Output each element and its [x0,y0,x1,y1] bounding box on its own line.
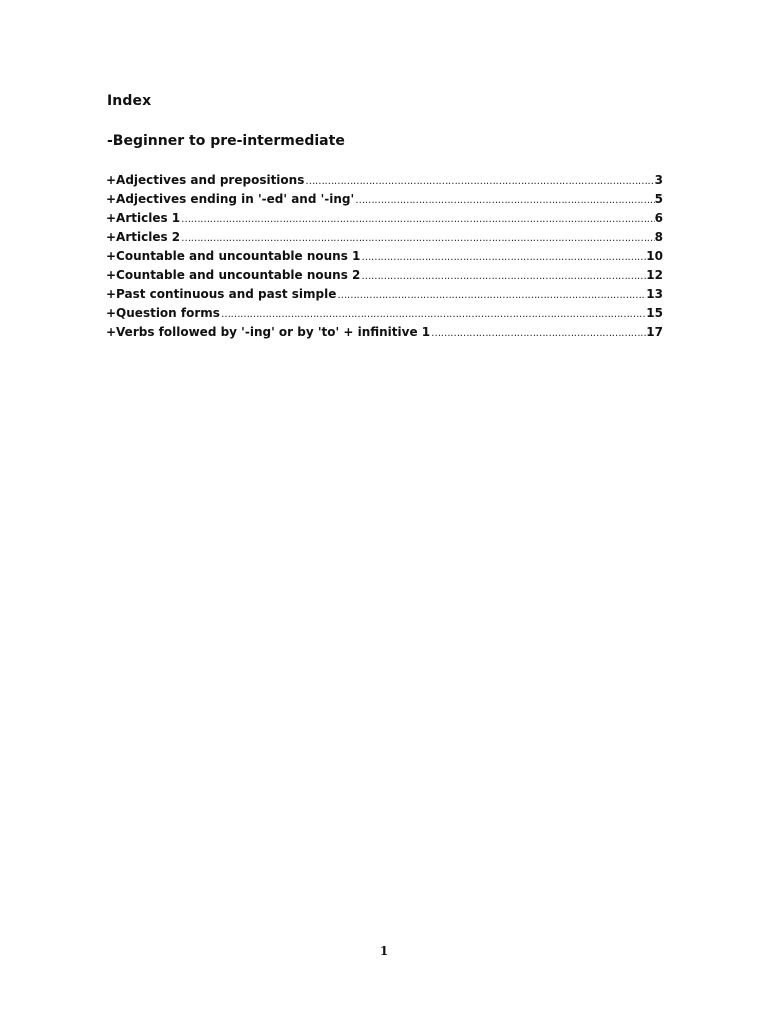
toc-entry[interactable] [106,306,663,325]
toc-entry-label: +Articles 2 [106,230,181,244]
toc-entry-label: +Adjectives and prepositions [106,173,305,187]
toc-entry-label: +Countable and uncountable nouns 2 [106,268,361,282]
toc-entry[interactable] [106,249,663,268]
toc-entry[interactable] [106,192,663,211]
toc-entry[interactable] [106,173,663,192]
toc-entry-page: 13 [646,287,663,301]
toc-entry[interactable] [106,211,663,230]
toc-entry-label: +Past continuous and past simple [106,287,337,301]
toc-entry-page: 12 [646,268,663,282]
dot-leader [305,176,654,187]
dot-leader [361,271,646,282]
toc-entry-page: 17 [646,325,663,339]
toc-entry-label: +Adjectives ending in '-ed' and '-ing' [106,192,355,206]
toc-entry[interactable] [106,287,663,306]
toc-entry-label: +Verbs followed by '-ing' or by 'to' + infinitive 1 [106,325,431,339]
dot-leader [181,214,654,225]
toc-entry-label: +Articles 1 [106,211,181,225]
toc-entry-page: 10 [646,249,663,263]
toc-entry[interactable] [106,230,663,249]
toc-entry-page: 8 [654,230,663,244]
dot-leader [355,195,654,206]
toc-entry-page: 6 [654,211,663,225]
toc-entry-label: +Countable and uncountable nouns 1 [106,249,361,263]
toc-entry[interactable] [106,325,663,344]
page-number: 1 [379,944,389,958]
toc-entry-label: +Question forms [106,306,220,320]
index-title: Index [107,93,152,109]
section-heading: -Beginner to pre-intermediate [107,133,345,149]
dot-leader [181,233,654,244]
dot-leader [361,252,646,263]
dot-leader [337,290,646,301]
toc-entry[interactable] [106,268,663,287]
toc-entry-page: 15 [646,306,663,320]
dot-leader [431,328,646,339]
toc-entry-page: 5 [654,192,663,206]
table-of-contents [106,173,663,344]
dot-leader [221,309,646,320]
toc-entry-page: 3 [654,173,663,187]
